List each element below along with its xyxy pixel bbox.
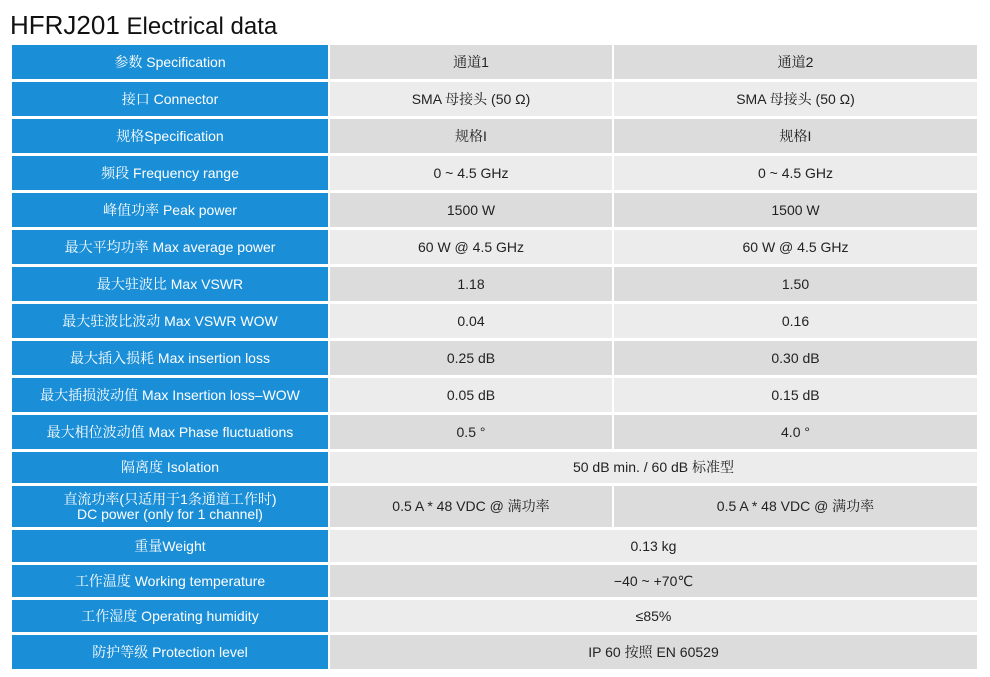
channel-1-value: 0.5 °	[330, 415, 614, 452]
channel-1-value: SMA 母接头 (50 Ω)	[330, 82, 614, 119]
shared-value: 0.13 kg	[330, 530, 977, 565]
table-row	[12, 45, 977, 82]
channel-2-value: 规格I	[614, 119, 977, 156]
row-label-en: DC power (only for 1 channel)	[77, 505, 263, 522]
table-row	[12, 82, 977, 119]
table-row	[12, 156, 977, 193]
channel-1-value: 0 ~ 4.5 GHz	[330, 156, 614, 193]
electrical-data-table	[12, 45, 977, 669]
table-row	[12, 452, 977, 486]
channel-1-value: 0.5 A * 48 VDC @ 满功率	[330, 486, 614, 530]
channel-2-value: 0.16	[614, 304, 977, 341]
table-row	[12, 635, 977, 669]
row-label: 最大平均功率 Max average power	[12, 230, 330, 267]
channel-1-value: 1500 W	[330, 193, 614, 230]
title-text: Electrical data	[126, 13, 278, 40]
table-row	[12, 486, 977, 530]
row-label: 频段 Frequency range	[12, 156, 330, 193]
row-label: 规格Specification	[12, 119, 330, 156]
row-label: 工作湿度 Operating humidity	[12, 600, 330, 635]
channel-1-value: 1.18	[330, 267, 614, 304]
row-label-cn: 直流功率(只适用于1条通道工作时)	[63, 490, 277, 507]
table-row	[12, 530, 977, 565]
table-row	[12, 193, 977, 230]
channel-2-value: 60 W @ 4.5 GHz	[614, 230, 977, 267]
row-label: 重量Weight	[12, 530, 330, 565]
row-label: 接口 Connector	[12, 82, 330, 119]
table-row	[12, 230, 977, 267]
channel-1-value: 规格I	[330, 119, 614, 156]
row-label: 最大插入损耗 Max insertion loss	[12, 341, 330, 378]
row-label: 防护等级 Protection level	[12, 635, 330, 669]
table-row	[12, 378, 977, 415]
channel-2-value: 通道2	[614, 45, 977, 82]
row-label: 峰值功率 Peak power	[12, 193, 330, 230]
channel-1-value: 通道1	[330, 45, 614, 82]
channel-2-value: 0.5 A * 48 VDC @ 满功率	[614, 486, 977, 530]
shared-value: ≤85%	[330, 600, 977, 635]
channel-2-value: 1500 W	[614, 193, 977, 230]
channel-2-value: 0.30 dB	[614, 341, 977, 378]
page-title	[10, 10, 277, 41]
table-row	[12, 565, 977, 600]
row-label-two-line	[12, 486, 330, 530]
row-label: 最大驻波比波动 Max VSWR WOW	[12, 304, 330, 341]
row-label: 最大插损波动值 Max Insertion loss–WOW	[12, 378, 330, 415]
shared-value: 50 dB min. / 60 dB 标准型	[330, 452, 977, 486]
row-label: 最大相位波动值 Max Phase fluctuations	[12, 415, 330, 452]
channel-1-value: 60 W @ 4.5 GHz	[330, 230, 614, 267]
product-code: HFRJ201	[10, 10, 120, 40]
channel-2-value: 4.0 °	[614, 415, 977, 452]
channel-1-value: 0.04	[330, 304, 614, 341]
table-row	[12, 304, 977, 341]
table-row	[12, 600, 977, 635]
row-label: 隔离度 Isolation	[12, 452, 330, 486]
row-label: 参数 Specification	[12, 45, 330, 82]
channel-1-value: 0.05 dB	[330, 378, 614, 415]
shared-value: −40 ~ +70℃	[330, 565, 977, 600]
table-row	[12, 267, 977, 304]
table-row	[12, 341, 977, 378]
row-label: 工作温度 Working temperature	[12, 565, 330, 600]
channel-2-value: SMA 母接头 (50 Ω)	[614, 82, 977, 119]
channel-2-value: 0 ~ 4.5 GHz	[614, 156, 977, 193]
table-row	[12, 119, 977, 156]
channel-2-value: 0.15 dB	[614, 378, 977, 415]
table-row	[12, 415, 977, 452]
channel-1-value: 0.25 dB	[330, 341, 614, 378]
channel-2-value: 1.50	[614, 267, 977, 304]
shared-value: IP 60 按照 EN 60529	[330, 635, 977, 669]
row-label: 最大驻波比 Max VSWR	[12, 267, 330, 304]
